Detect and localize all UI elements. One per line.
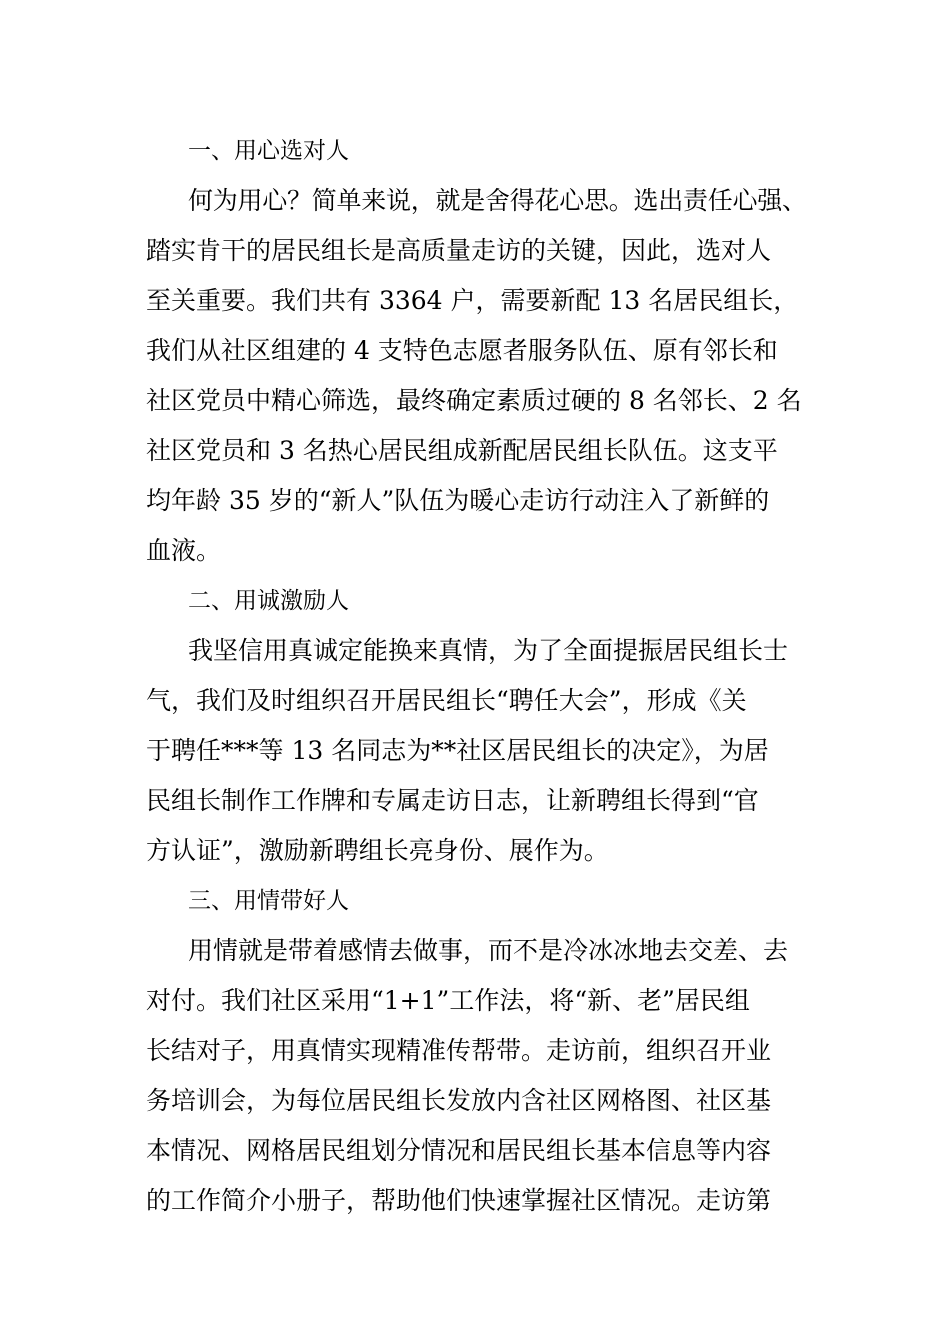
paragraph-line: 的工作简介小册子，帮助他们快速掌握社区情况。走访第 [146,1186,772,1215]
paragraph-line: 对付。我们社区采用“1+1”工作法，将“新、老”居民组 [146,986,750,1015]
paragraph-line: 用情就是带着感情去做事，而不是冷冰冰地去交差、去 [188,936,789,965]
paragraph-line: 至关重要。我们共有 3364 户，需要新配 13 名居民组长， [146,286,799,315]
section-heading-3: 三、用情带好人 [188,888,349,914]
section-heading-2: 二、用诚激励人 [188,588,349,614]
paragraph-line: 方认证”，激励新聘组长亮身份、展作为。 [146,836,609,865]
paragraph-line: 长结对子，用真情实现精准传帮带。走访前，组织召开业 [146,1036,772,1065]
paragraph-line: 踏实肯干的居民组长是高质量走访的关键，因此，选对人 [146,236,772,265]
paragraph-line: 气，我们及时组织召开居民组长“聘任大会”，形成《关 [146,686,747,715]
paragraph-line: 社区党员中精心筛选，最终确定素质过硬的 8 名邻长、2 名 [146,386,802,415]
paragraph-line: 社区党员和 3 名热心居民组成新配居民组长队伍。这支平 [146,436,778,465]
paragraph-line: 本情况、网格居民组划分情况和居民组长基本信息等内容 [146,1136,772,1165]
paragraph-line: 民组长制作工作牌和专属走访日志，让新聘组长得到“官 [146,786,759,815]
paragraph-line: 务培训会，为每位居民组长发放内含社区网格图、社区基 [146,1086,772,1115]
paragraph-line: 何为用心？简单来说，就是舍得花心思。选出责任心强、 [188,186,807,215]
section-heading-1: 一、用心选对人 [188,138,349,164]
paragraph-line: 于聘任***等 13 名同志为**社区居民组长的决定》，为居 [146,736,769,765]
paragraph-line: 均年龄 35 岁的“新人”队伍为暖心走访行动注入了新鲜的 [146,486,770,515]
paragraph-line: 我们从社区组建的 4 支特色志愿者服务队伍、原有邻长和 [146,336,778,365]
paragraph-line: 血液。 [146,536,222,565]
document-body [146,126,810,1226]
paragraph-line: 我坚信用真诚定能换来真情，为了全面提振居民组长士 [188,636,789,665]
